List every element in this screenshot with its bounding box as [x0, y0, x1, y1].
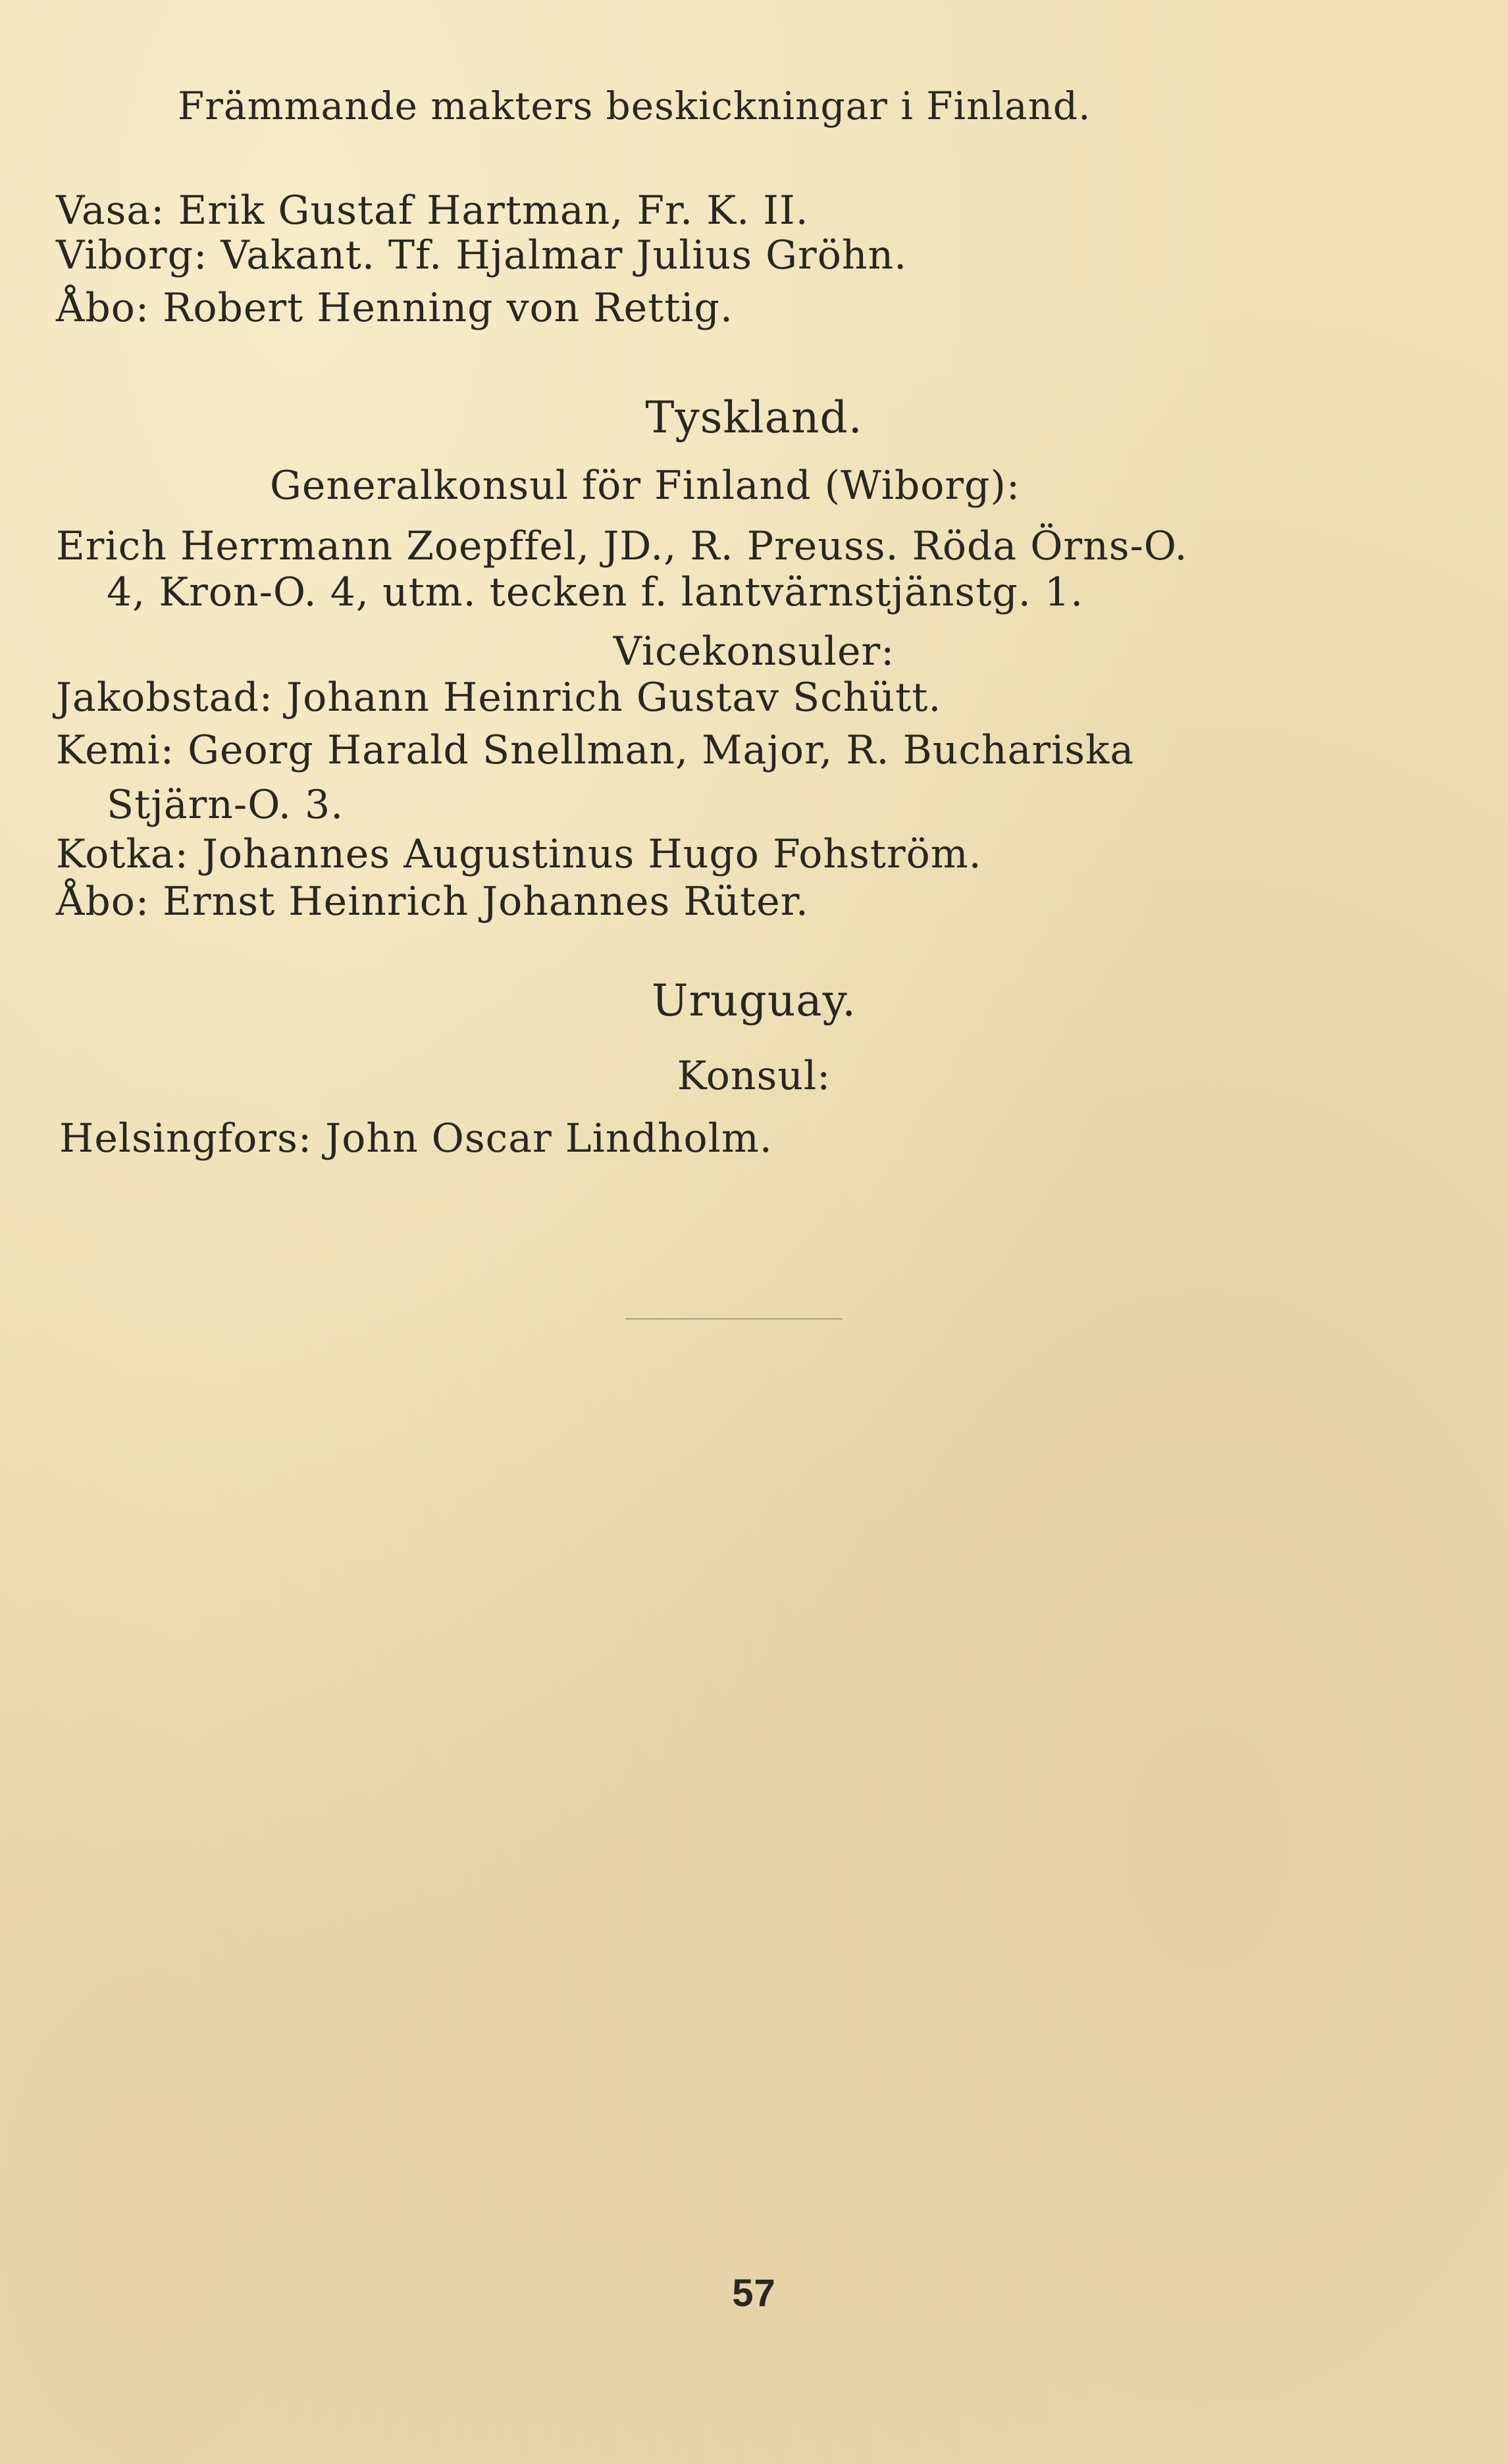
vicekonsul-entry-abo: Åbo: Ernst Heinrich Johannes Rüter. — [56, 879, 809, 925]
consul-entry-viborg: Viborg: Vakant. Tf. Hjalmar Julius Gröhn. — [56, 232, 908, 278]
vicekonsul-entry-kemi: Kemi: Georg Harald Snellman, Major, R. Buchariska — [56, 727, 1135, 773]
divider-rule — [625, 1318, 843, 1320]
generalkonsul-label: Generalkonsul för Finland (Wiborg): — [270, 463, 1021, 509]
vicekonsuler-label: Vicekonsuler: — [613, 629, 895, 675]
konsul-label: Konsul: — [677, 1053, 831, 1099]
konsul-entry-helsingfors: Helsingfors: John Oscar Lindholm. — [59, 1116, 773, 1162]
vicekonsul-entry-jakobstad: Jakobstad: Johann Heinrich Gustav Schütt. — [56, 675, 942, 721]
vicekonsul-entry-kotka: Kotka: Johannes Augustinus Hugo Fohström. — [56, 831, 982, 877]
consul-entry-abo: Åbo: Robert Henning von Rettig. — [56, 285, 733, 331]
generalkonsul-entry-line2: 4, Kron-O. 4, utm. tecken f. lantvärnstjänstg. 1. — [107, 569, 1084, 615]
consul-entry-vasa: Vasa: Erik Gustaf Hartman, Fr. K. II. — [56, 188, 809, 234]
page-number: 57 — [732, 2272, 776, 2315]
section-heading-tyskland: Tyskland. — [645, 392, 863, 443]
vicekonsul-entry-kemi-continued: Stjärn-O. 3. — [107, 782, 344, 828]
section-heading-uruguay: Uruguay. — [651, 975, 857, 1026]
page-header: Främmande makters beskickningar i Finland. — [178, 84, 1091, 128]
generalkonsul-entry-line1: Erich Herrmann Zoepffel, JD., R. Preuss. Röda Örns-O. — [56, 523, 1188, 569]
